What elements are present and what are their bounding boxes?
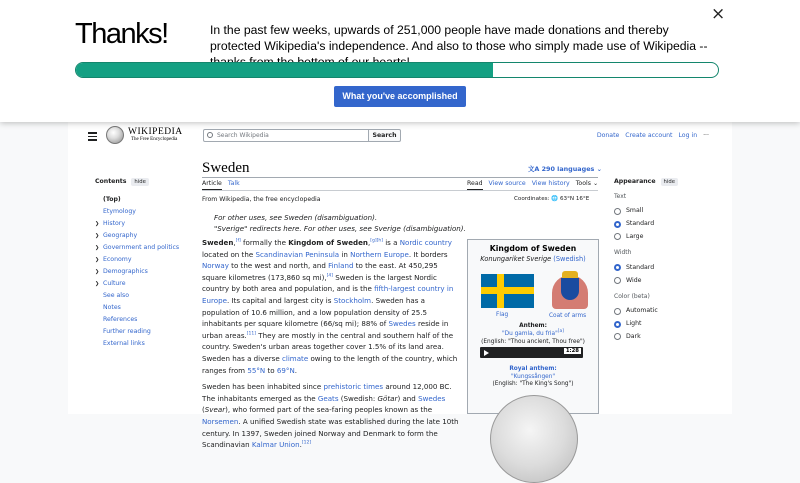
text-size-option[interactable]: Small <box>614 205 724 218</box>
width-label: Width <box>614 249 632 257</box>
donate-link[interactable]: Donate <box>596 132 620 139</box>
site-header <box>68 122 732 150</box>
appearance-hide-button[interactable]: hide <box>661 178 678 186</box>
view-tabs <box>467 180 604 187</box>
history-paragraph: Sweden has been inhabited since prehistoric times around 12,000 BC. The inhabitants emerged as the Geats (Swedish: Götar) and Swedes (Svear), who formed part of the sea-faring peoples known as the Norsemen. A unified Swedish state was established during the late 10th century. In 1397, Sweden joined Norway and Denmark to form the Scandinavian Kalmar Union.[12] <box>202 382 459 450</box>
article-body <box>202 237 464 456</box>
hatnote: For other uses, see Sweden (disambiguation). <box>214 213 378 222</box>
chevron-right-icon[interactable]: ❯ <box>95 245 100 251</box>
more-options-icon[interactable]: ··· <box>703 132 709 139</box>
text-size-option[interactable]: Standard <box>614 218 724 231</box>
width-option[interactable]: Wide <box>614 274 724 287</box>
toc-item[interactable]: Notes <box>103 304 121 311</box>
chevron-right-icon[interactable]: ❯ <box>95 257 100 263</box>
site-sub: From Wikipedia, the free encyclopedia <box>202 196 321 203</box>
radio-button[interactable] <box>614 333 621 340</box>
main-menu-icon[interactable] <box>88 132 97 143</box>
tab-view-source[interactable]: View source <box>488 180 526 187</box>
color-option[interactable]: Light <box>614 318 724 331</box>
width-option[interactable]: Standard <box>614 261 724 274</box>
location-globe-image[interactable] <box>490 395 578 483</box>
login-link[interactable]: Log in <box>678 132 698 139</box>
close-icon[interactable]: × <box>711 4 726 24</box>
toc-hide-button[interactable]: hide <box>131 178 148 186</box>
toc-item[interactable]: ❯ History <box>95 218 195 230</box>
chevron-down-icon: ⌄ <box>594 165 602 173</box>
toc-heading: Contents hide <box>95 178 195 186</box>
toc-item[interactable]: ❯ Culture <box>95 278 195 290</box>
flag-image[interactable] <box>481 274 534 308</box>
coat-of-arms-image[interactable] <box>552 269 588 311</box>
radio-button[interactable] <box>614 277 621 284</box>
appearance-panel <box>614 178 724 343</box>
infobox-title: Kingdom of Sweden <box>489 244 577 253</box>
search-input[interactable]: Search Wikipedia <box>203 129 369 142</box>
title-divider <box>202 177 598 178</box>
anthem-title[interactable]: "Du gamla, du fria"[a] <box>501 329 565 337</box>
chevron-right-icon[interactable]: ❯ <box>95 269 100 275</box>
text-size-label: Text <box>614 193 627 200</box>
hatnote: "Sverige" redirects here. For other uses, see Sverige (disambiguation). <box>214 224 466 233</box>
coat-of-arms-caption[interactable]: Coat of arms <box>549 313 587 319</box>
tab-tools[interactable]: Tools <box>575 180 591 187</box>
logo-wordmark[interactable]: WIKIPEDIA <box>128 127 183 137</box>
wikipedia-globe-icon[interactable] <box>106 126 124 144</box>
color-label: Color (beta) <box>614 292 650 300</box>
banner-message: In the past few weeks, upwards of 251,000 people have made donations and thereby protected Wikipedia's independence. And also to those who simply made use of Wikipedia -- <box>210 23 708 53</box>
color-option[interactable]: Dark <box>614 331 724 344</box>
audio-duration: 1:28 <box>565 348 579 354</box>
logo-tagline: The Free Encyclopedia <box>131 137 178 142</box>
appearance-heading: Appearance hide <box>614 178 724 186</box>
text-size-option[interactable]: Large <box>614 231 724 244</box>
namespace-tabs <box>202 180 246 190</box>
toc-item[interactable]: Etymology <box>103 208 136 215</box>
infobox-native-name: Konungariket Sverige (Swedish) <box>480 255 586 263</box>
language-button[interactable]: 文A 290 languages ⌄ <box>528 165 602 173</box>
flag-caption[interactable]: Flag <box>496 312 509 318</box>
donation-progress-fill <box>76 63 493 77</box>
accomplished-button[interactable]: What you've accomplished <box>334 86 466 107</box>
tab-article[interactable]: Article <box>202 180 222 190</box>
chevron-right-icon[interactable]: ❯ <box>95 233 100 239</box>
search-button[interactable]: Search <box>369 129 401 142</box>
create-account-link[interactable]: Create account <box>625 132 673 139</box>
personal-tools <box>593 132 709 139</box>
radio-button[interactable] <box>614 208 621 215</box>
toc-item[interactable]: References <box>103 316 138 323</box>
infobox <box>467 239 599 414</box>
banner-thanks-heading: Thanks! <box>75 18 168 50</box>
tab-view-history[interactable]: View history <box>531 180 570 187</box>
radio-button[interactable] <box>614 221 621 228</box>
royal-anthem-label[interactable]: Royal anthem: <box>509 366 557 372</box>
table-of-contents <box>95 178 195 350</box>
royal-anthem-english: (English: "The King's Song") <box>492 381 574 387</box>
lead-paragraph: Sweden,[f] formally the Kingdom of Sweden,[g][h] is a Nordic country located on the Scandinavian Peninsula in Northern Europe. It borders Norway to the west and north, and Finland to the east. At 450,295 square kilometres (173,860 sq mi),[4] Sweden is the largest Nordic country by both area and population, and is the fifth-largest country in Europe. Its capital and largest city is Stockholm. Sweden has a population of 10.6 million, and a low population density of 25.5 inhabitants per square kilometre (66/sq mi); 88% of Swedes reside in urban areas.[11] They are mostly in the central and southern half of the country. Sweden's urban areas together cover 1.5% of its land area. Sweden has a diverse climate owing to the length of the country, which ranges from 55°N to 69°N. <box>202 238 458 375</box>
chevron-right-icon[interactable]: ❯ <box>95 221 100 227</box>
tab-talk[interactable]: Talk <box>227 180 240 187</box>
tab-divider <box>202 190 598 191</box>
radio-button[interactable] <box>614 233 621 240</box>
royal-anthem-title[interactable]: "Kungssången" <box>510 374 556 380</box>
coordinates[interactable]: Coordinates: 🌐 63°N 16°E <box>514 196 590 202</box>
toc-item[interactable]: (Top) <box>103 196 121 203</box>
chevron-down-icon: ⌄ <box>592 180 599 187</box>
tab-read[interactable]: Read <box>467 180 483 190</box>
toc-item[interactable]: Further reading <box>103 328 151 335</box>
radio-button[interactable] <box>614 308 621 315</box>
color-option[interactable]: Automatic <box>614 305 724 318</box>
audio-player[interactable] <box>480 347 583 358</box>
search-icon <box>207 132 213 138</box>
wiki-page <box>68 122 732 450</box>
radio-button[interactable] <box>614 321 621 328</box>
radio-button[interactable] <box>614 264 621 271</box>
toc-item[interactable]: ❯ Government and politics <box>95 242 195 254</box>
donation-banner <box>0 0 800 122</box>
toc-item[interactable]: ❯ Geography <box>95 230 195 242</box>
chevron-right-icon[interactable]: ❯ <box>95 281 100 287</box>
donation-progress-bar <box>75 62 719 78</box>
anthem-english: (English: "Thou ancient, Thou free") <box>481 339 585 345</box>
toc-item[interactable]: See also <box>103 292 130 299</box>
toc-item[interactable]: External links <box>103 340 145 347</box>
anthem-label: Anthem: <box>519 323 547 329</box>
toc-item[interactable]: ❯ Demographics <box>95 266 195 278</box>
translate-icon: 文A <box>528 165 542 173</box>
toc-item[interactable]: ❯ Economy <box>95 254 195 266</box>
play-icon[interactable] <box>484 350 489 356</box>
page-title: Sweden <box>202 160 250 176</box>
